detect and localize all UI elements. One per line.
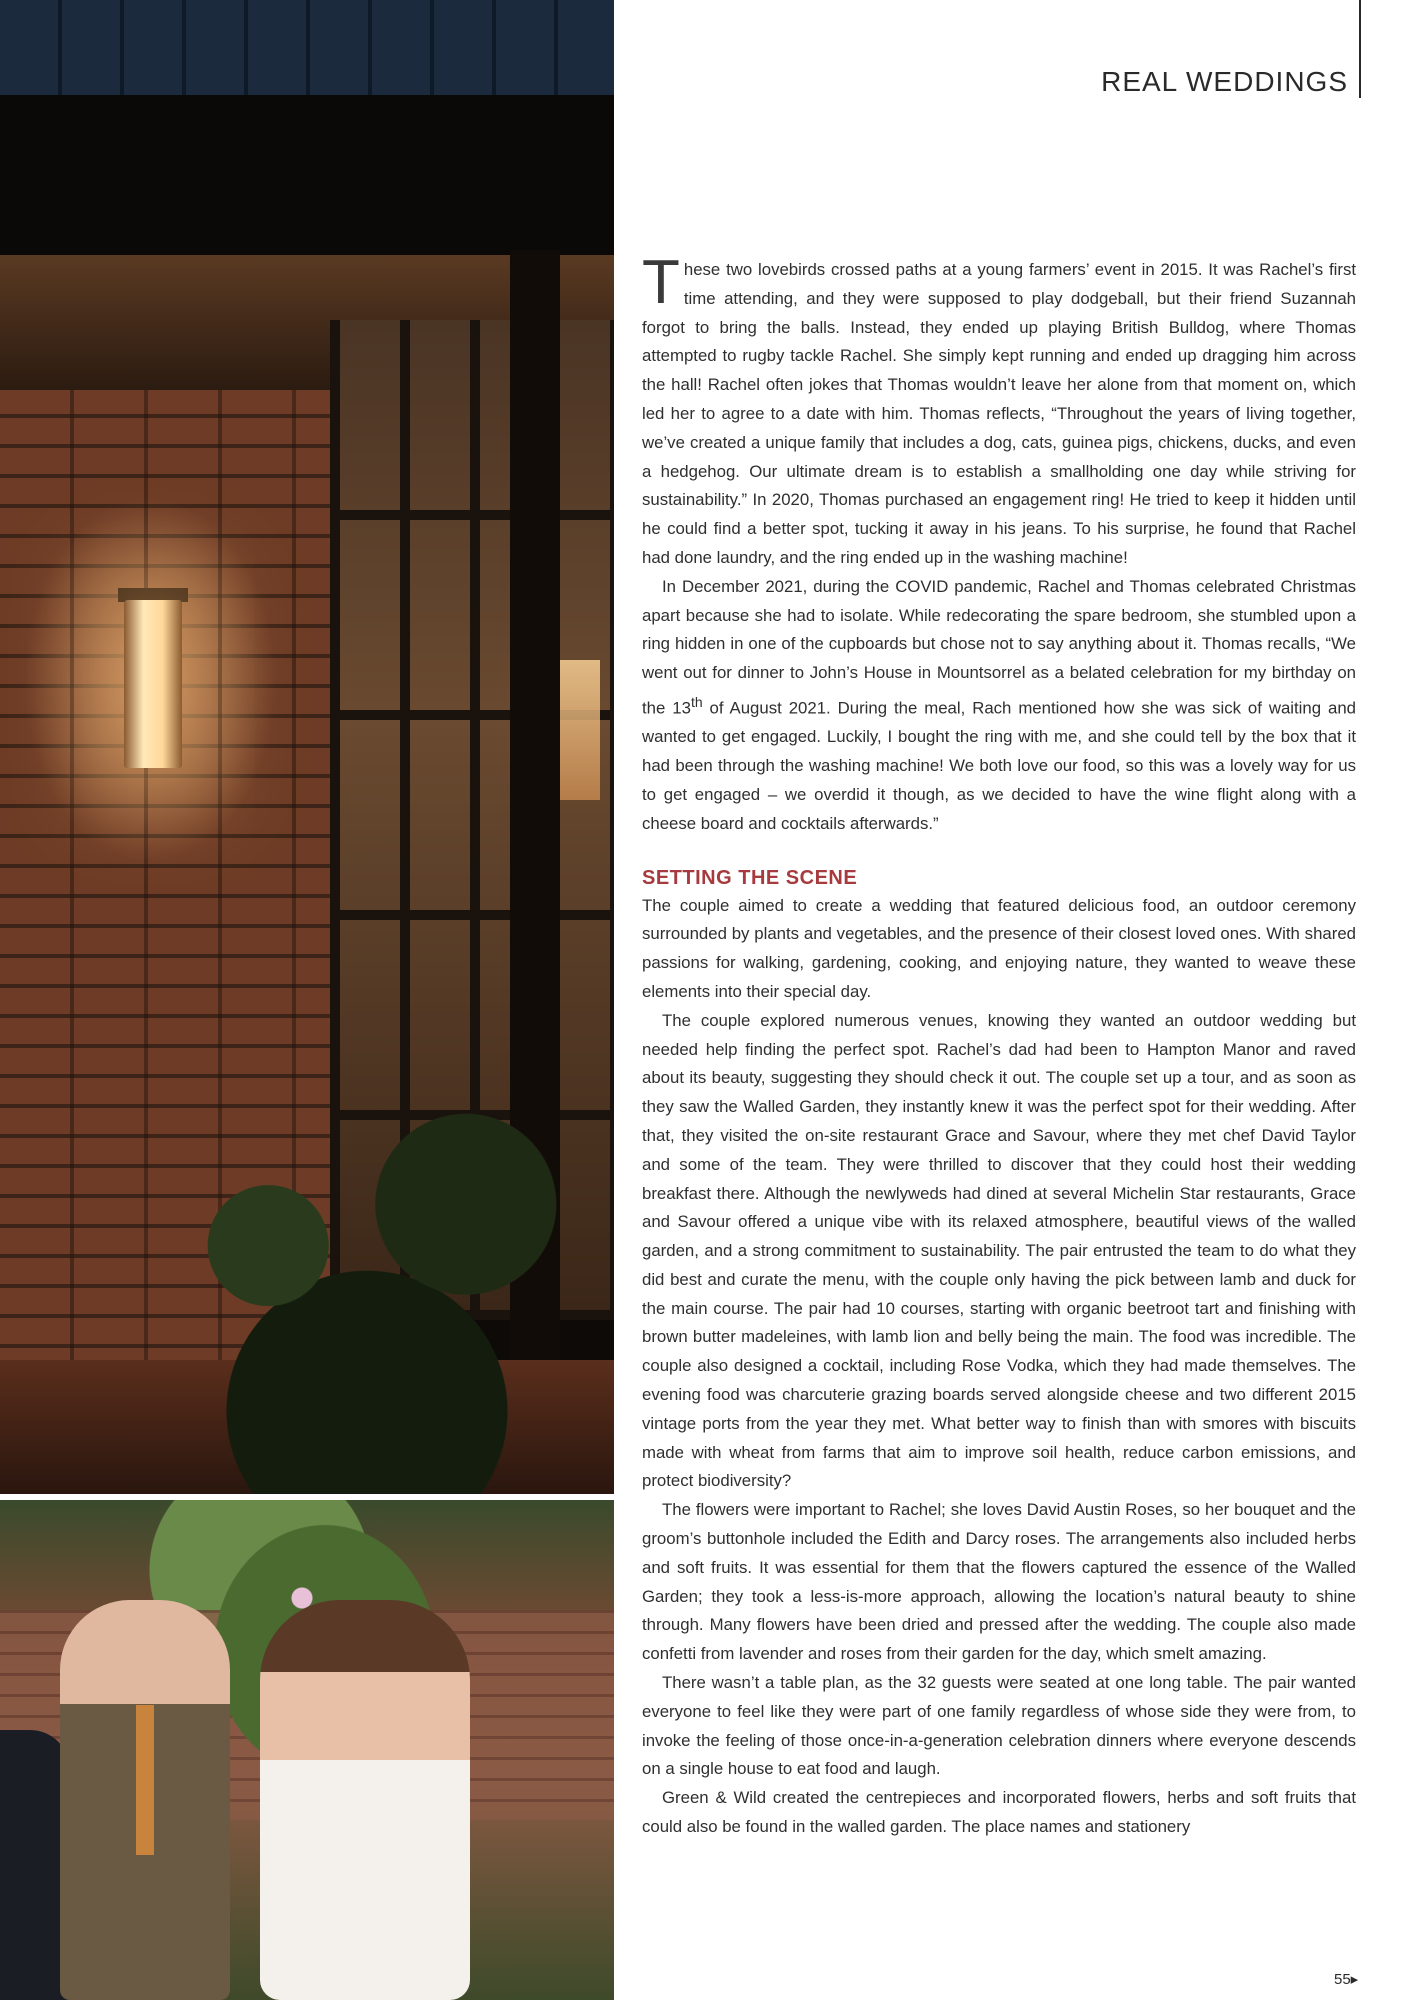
bride (260, 1600, 470, 2000)
wall-lantern (124, 600, 182, 768)
paragraph-seating: There wasn’t a table plan, as the 32 guests were seated at one long table. The pair wanted everyone to feel like they were part of one family regardless of whose side they were from, to invoke the feeling of those once-in-a-generation celebration dinners where everyone descends on a single house to eat food and laugh. (642, 1673, 1356, 1779)
paragraph-engagement: In December 2021, during the COVID pandemic, Rachel and Thomas celebrated Christmas apart because she had to isolate. While redecorating the spare bedroom, she stumbled upon a ring hidden in one of the cupboards but chose not to say anything about it. Thomas recalls, “We went out for dinner to John’s House in Mountsorrel as a belated celebration for my birthday on the 13th of August 2021. During the meal, Rach mentioned how she was sick of waiting and wanted to get engaged. Luckily, I bought the ring with me, and she could tell by the box that it had been through the washing machine! We both love our food, so this was a lovely way for us to get engaged – we overdid it though, as we decided to have the wine flight along with a cheese board and cocktails afterwards.” (642, 576, 1356, 833)
paragraph-flowers: The flowers were important to Rachel; she loves David Austin Roses, so her bouquet and the groom’s buttonhole included the Edith and Darcy roses. The arrangements also included herbs and soft fruits. It was essential for them that the flowers captured the essence of the Walled Garden; they took a less-is-more approach, allowing the location’s natural beauty to shine through. Many flowers have been dried and pressed after the wedding. The couple also made confetti from lavender and roses from their garden for the day, which smelt amazing. (642, 1500, 1356, 1664)
section-heading: SETTING THE SCENE (642, 866, 858, 889)
photo-couple-ceremony (0, 1500, 614, 2000)
page-number: 55▸ (1334, 1971, 1359, 1988)
paragraph-venue: The couple explored numerous venues, knowing they wanted an outdoor wedding but needed help finding the perfect spot. Rachel’s dad had been to Hampton Manor and raved about its beauty, suggesting they should check it out. The couple set up a tour, and as soon as they saw the Walled Garden, they instantly knew it was the perfect spot for their wedding. After that, they visited the on-site restaurant Grace and Savour, where they met chef David Taylor and some of the team. They were thrilled to discover that they could host their wedding breakfast there. Although the newlyweds had dined at several Michelin Star restaurants, Grace and Savour offered a unique vibe with its relaxed atmosphere, beautiful views of the walled garden, and a strong commitment to sustainability. The pair entrusted the team to do what they did best and curate the menu, with the couple only having the pick between lamb and duck for the main course. The pair had 10 courses, starting with organic beetroot tart and finishing with brown butter madeleines, with lamb lion and belly being the main. The food was incredible. The couple also designed a cocktail, including Rose Vodka, which they had made themselves. The evening food was charcuterie grazing boards served alongside cheese and two different 2015 vintage ports from the year they met. What better way to finish than with smores with biscuits made with wheat from farms that aim to improve soil health, reduce carbon emissions, and protect biodiversity? (642, 1010, 1356, 1491)
drop-cap: T (642, 248, 680, 317)
photo-venue-exterior-night (0, 0, 614, 1494)
intro-paragraph (642, 248, 1356, 573)
section-label: REAL WEDDINGS (1101, 66, 1348, 97)
garden-plants (120, 1080, 614, 1494)
paragraph-centrepieces: Green & Wild created the centrepieces and incorporated flowers, herbs and soft fruits that could also be found in the walled garden. The place names and stationery (642, 1788, 1356, 1837)
article-body (642, 248, 1356, 1842)
paragraph-vision: The couple aimed to create a wedding that featured delicious food, an outdoor ceremony surrounded by plants and vegetables, and the presence of their closest loved ones. With shared passions for walking, gardening, cooking, and enjoying nature, they wanted to weave these elements into their special day. (642, 895, 1356, 1001)
header-rule (1359, 0, 1361, 98)
intro-text: hese two lovebirds crossed paths at a young farmers’ event in 2015. It was Rachel’s first time attending, and they were supposed to play dodgeball, but their friend Suzannah forgot to bring the balls. Instead, they ended up playing British Bulldog, where Thomas attempted to rugby tackle Rachel. She simply kept running and ended up dragging him across the hall! Rachel often jokes that Thomas wouldn’t leave her alone from that moment on, which led her to agree to a date with him. Thomas reflects, “Throughout the years of living together, we’ve created a unique family that includes a dog, cats, guinea pigs, chickens, ducks, and even a hedgehog. Our ultimate dream is to establish a smallholding one day while striving for sustainability.” In 2020, Thomas purchased an engagement ring! He tried to keep it hidden until he could find a better spot, tucking it away in his jeans. To his surprise, he found that Rachel had done laundry, and the ring ended up in the washing machine! (642, 260, 1356, 567)
